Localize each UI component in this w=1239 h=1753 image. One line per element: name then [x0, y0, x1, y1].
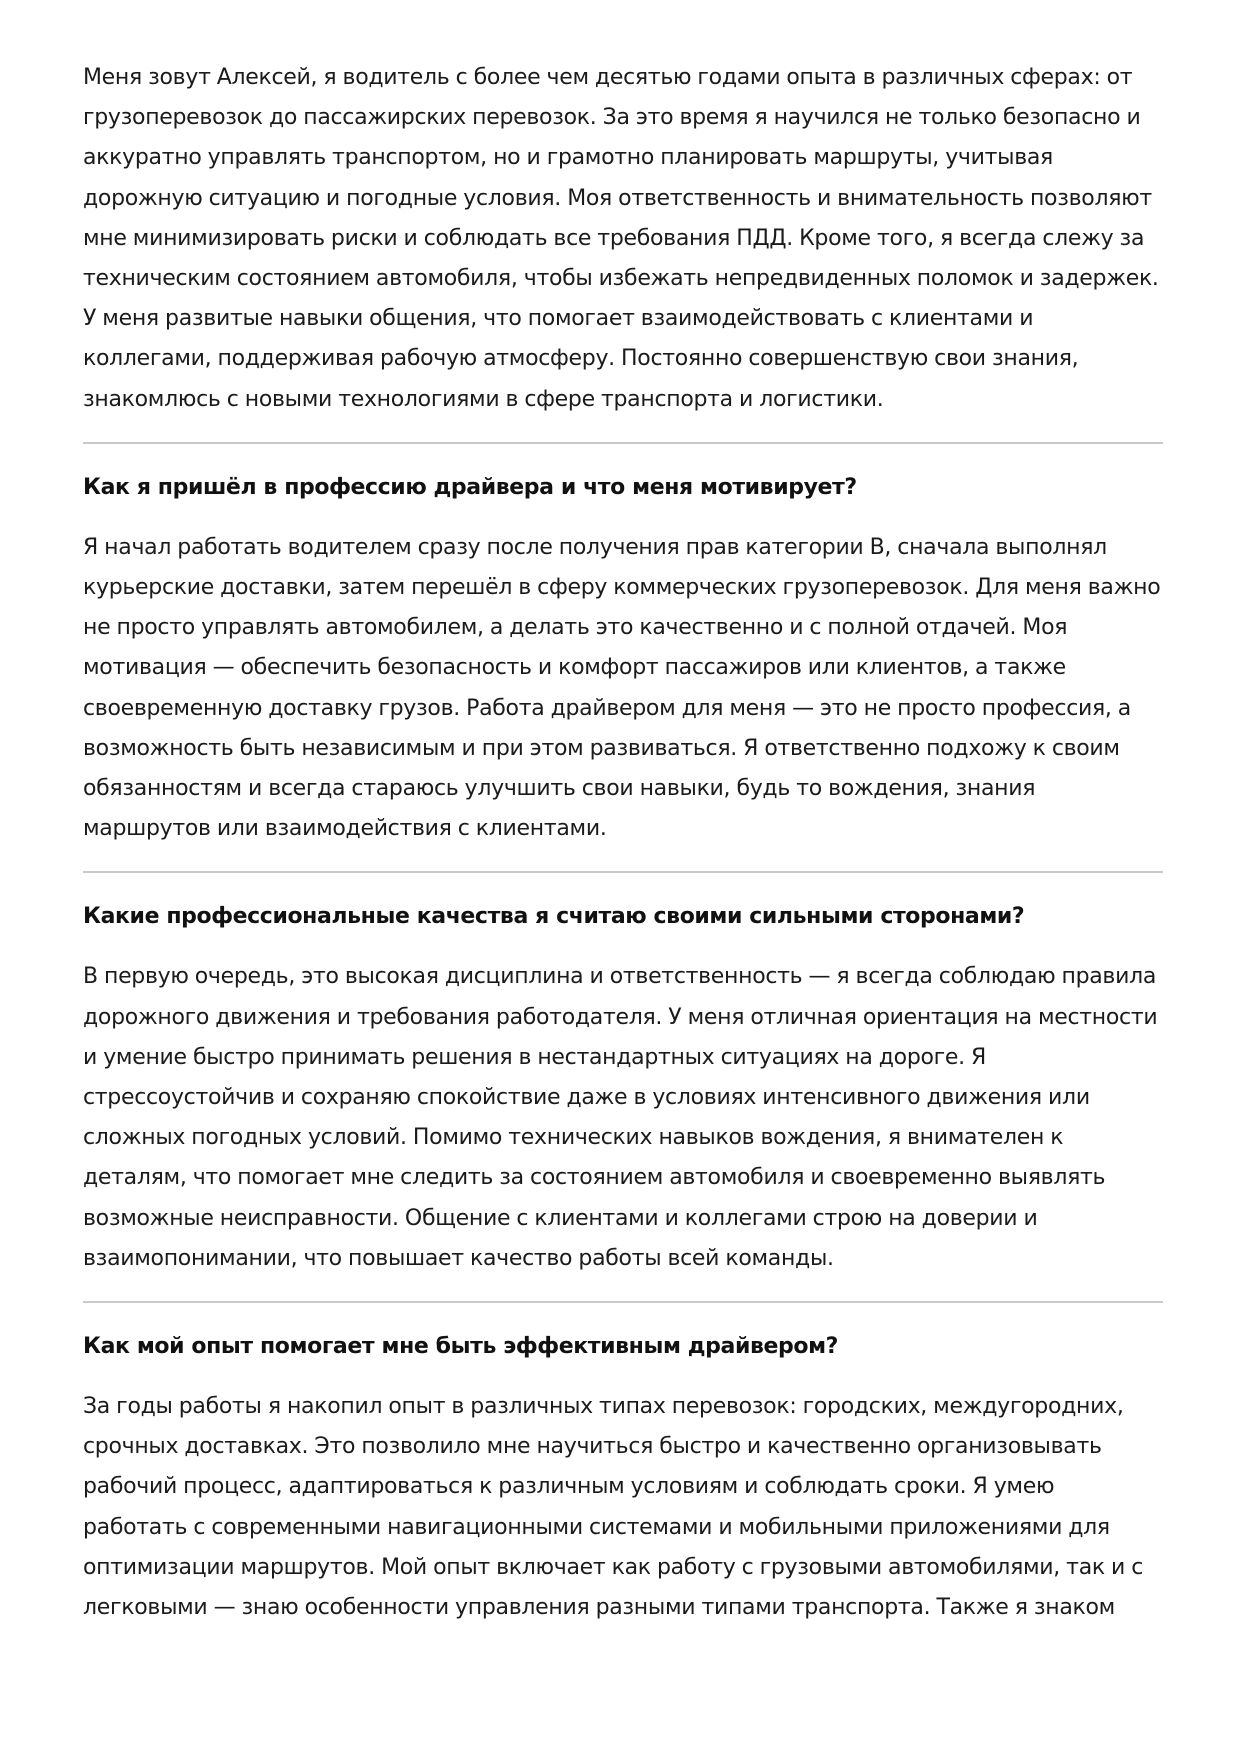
section-paragraph-strengths: В первую очередь, это высокая дисциплина и ответственность — я всегда соблюдаю правила дорожного движения и требования работодателя. У меня отличная ориентация на местности и умение быстро принимать решения в нестандартных ситуациях на дороге. Я стрессоустойчив и сохраняю спокойствие даже в условиях интенсивного движения или сложных погодных условий. Помимо технических навыков вождения, я внимателен к деталям, что помогает мне следить за состоянием автомобиля и своевременно выявлять возможные неисправности. Общение с клиентами и коллегами строю на доверии и взаимопонимании, что повышает качество работы всей команды. — [83, 964, 1158, 1271]
section-divider — [83, 871, 1163, 873]
document-page — [83, 58, 1163, 1628]
section-paragraph-motivation: Я начал работать водителем сразу после получения прав категории B, сначала выполнял курьерские доставки, затем перешёл в сферу коммерческих грузоперевозок. Для меня важно не просто управлять автомобилем, а делать это качественно и с полной отдачей. Моя мотивация — обеспечить безопасность и комфорт пассажиров или клиентов, а также своевременную доставку грузов. Работа драйвером для меня — это не просто профессия, а возможность быть независимым и при этом развиваться. Я ответственно подхожу к своим обязанностям и всегда стараюсь улучшить свои навыки, будь то вождения, знания маршрутов или взаимодействия с клиентами. — [83, 534, 1161, 842]
section-heading-experience: Как мой опыт помогает мне быть эффективным драйвером? — [83, 1334, 839, 1360]
section-divider — [83, 442, 1163, 444]
section-heading-strengths: Какие профессиональные качества я считаю своими сильными сторонами? — [83, 904, 1025, 930]
section-paragraph-experience: За годы работы я накопил опыт в различных типах перевозок: городских, междугородних, срочных доставках. Это позволило мне научиться быстро и качественно организовывать рабочий процесс, адаптироваться к различным условиям и соблюдать сроки. Я умею работать с современными навигационными системами и мобильными приложениями для оптимизации маршрутов. Мой опыт включает как работу с грузовыми автомобилями, так и с легковыми — знаю особенности управления разными типами транспорта. Также я знаком — [83, 1394, 1144, 1621]
section-heading-motivation: Как я пришёл в профессию драйвера и что меня мотивирует? — [83, 474, 857, 500]
section-divider — [83, 1301, 1163, 1303]
intro-paragraph: Меня зовут Алексей, я водитель с более чем десятью годами опыта в различных сферах: от грузоперевозок до пассажирских перевозок. За это время я научился не только безопасно и аккуратно управлять транспортом, но и грамотно планировать маршруты, учитывая дорожную ситуацию и погодные условия. Моя ответственность и внимательность позволяют мне минимизировать риски и соблюдать все требования ПДД. Кроме того, я всегда слежу за техническим состоянием автомобиля, чтобы избежать непредвиденных поломок и задержек. У меня развитые навыки общения, что помогает взаимодействовать с клиентами и коллегами, поддерживая рабочую атмосферу. Постоянно совершенствую свои знания, знакомлюсь с новыми технологиями в сфере транспорта и логистики. — [83, 65, 1159, 412]
